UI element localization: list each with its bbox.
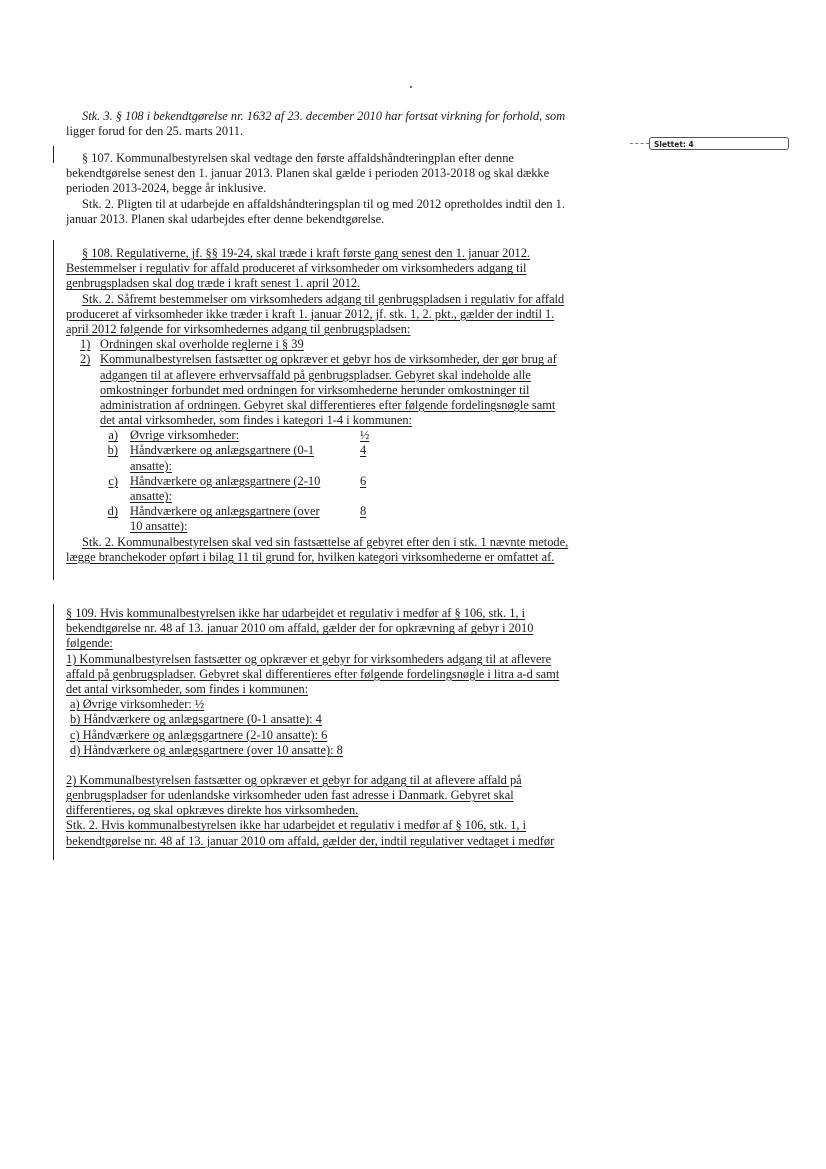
section-107-heading: § 107. Kommunalbestyrelsen skal vedtage den første affaldshåndteringplan efter denne <box>82 151 514 165</box>
list-item: 1) Ordningen skal overholde reglerne i § 39 <box>80 337 304 352</box>
deleted-comment-balloon[interactable]: Slettet: 4 <box>649 137 789 150</box>
comment-connector <box>630 143 649 144</box>
change-bar <box>53 604 54 860</box>
category-row: b) Håndværkere og anlægsgartnere (0-1 4 <box>107 443 367 458</box>
category-row: d) Håndværkere og anlægsgartnere (over 8 <box>107 504 367 519</box>
section-108-heading: § 108. Regulativerne, jf. §§ 19-24, skal træde i kraft første gang senest den 1. januar 2012. <box>82 246 531 260</box>
list-item: a) Øvrige virksomheder: ½ <box>70 697 205 712</box>
list-item: d) Håndværkere og anlægsgartnere (over 10 ansatte): 8 <box>70 742 343 757</box>
change-bar <box>53 240 54 580</box>
change-bar <box>53 146 54 163</box>
list-item: b) Håndværkere og anlægsgartnere (0-1 ansatte): 4 <box>70 712 322 727</box>
scan-dot <box>410 86 412 88</box>
section-109: § 109. Hvis kommunalbestyrelsen ikke har udarbejdet et regulativ i medfør af § 106, stk. 1, i bekendtgørelse nr. 48 af 13. januar 2010 om affald, gælder der for opkrævning af gebyr i 2010 følgende: 1) Kommunalbestyrelsen fastsætter og opkræver et gebyr for virksomheders adgang til at aflevere affald på genbrugspladser. Gebyret skal differentieres efter følgende fordelingsnøgle i litra a-d samt det antal virksomheder, som findes i kommunen: a) Øvrige virksomheder: ½ b) Håndværkere og anlægsgartnere (0-1 ansatte): 4 c) Håndværkere og anlægsgartnere (2-10 ansatte): 6 d) Håndværkere og anlægsgartnere (over 10 ansatte): 8 2) Kommunalbestyrelsen fastsætter og opkræver et gebyr for adgang til at aflevere affald på genbrugspladser for udenlandske virksomheder uden fast adresse i Danmark. Gebyret skal differentieres, og skal opkræves direkte hos virksomheden. Stk. 2. Hvis kommunalbestyrelsen ikke har udarbejdet et regulativ i medfør af § 106, stk. 1, i bekendtgørelse nr. 48 af 13. januar 2010 om affald, gælder der, indtil regulativer vedtaget i medfør <box>66 606 626 849</box>
list-item: c) Håndværkere og anlægsgartnere (2-10 ansatte): 6 <box>70 727 328 742</box>
category-row: a) Øvrige virksomheder: ½ <box>108 428 370 443</box>
list-item: 2) Kommunalbestyrelsen fastsætter og opkræver et gebyr hos de virksomheder, der gør brug af <box>80 352 557 367</box>
stk3-paragraph: Stk. 3. § 108 i bekendtgørelse nr. 1632 af 23. december 2010 har fortsat virkning for forhold, som ligger forud for den 25. marts 2011. <box>66 109 566 139</box>
section-107: § 107. Kommunalbestyrelsen skal vedtage den første affaldshåndteringplan efter denne bekendtgørelse senest den 1. januar 2013. Planen skal gælde i perioden 2013-2018 og skal dække perioden 2013-2024, begge år inklusive. Stk. 2. Pligten til at udarbejde en affaldshåndteringsplan til og med 2012 opretholdes indtil den 1. januar 2013. Planen skal udarbejdes efter denne bekendtgørelse. <box>66 151 626 227</box>
section-108: § 108. Regulativerne, jf. §§ 19-24, skal træde i kraft første gang senest den 1. januar 2012. Bestemmelser i regulativ for affald produceret af virksomheder om virksomheders adgang til genbrugspladsen skal dog træde i kraft senest 1. april 2012. Stk. 2. Såfremt bestemmelser om virksomheders adgang til genbrugspladsen i regulativ for affald produceret af virksomheder ikke træder i kraft 1. januar 2012, jf. stk. 1, 2. pkt., gælder der indtil 1. april 2012 følgende for virksomhedernes adgang til genbrugspladsen: 1) Ordningen skal overholde reglerne i § 39 2) Kommunalbestyrelsen fastsætter og opkræver et gebyr hos de virksomheder, der gør brug af adgangen til at aflevere erhvervsaffald på genbrugspladser. Gebyret skal indeholde alle omkostninger forbundet med ordningen for virksomhederne herunder omkostninger til administration af ordningen. Gebyret skal differentieres efter følgende fordelingsnøgle samt det antal virksomheder, som findes i kategori 1-4 i kommunen: a) Øvrige virksomheder: ½ b) Håndværkere og anlægsgartnere (0-1 4 ansatte): c) Håndværkere og anlægsgartnere (2-10 6 ansatte): d) Håndværkere og anlægsgartnere (over 8 10 ansatte): Stk. 2. Kommunalbestyrelsen skal ved sin fastsættelse af gebyret efter den i stk. 1 nævnte metode, lægge branchekoder opført i bilag 11 til grund for, hvilken kategori virksomhederne er omfattet af. <box>66 246 626 565</box>
section-109-heading: § 109. Hvis kommunalbestyrelsen ikke har udarbejdet et regulativ i medfør af § 106, stk. 1, i <box>66 606 526 620</box>
category-row: c) Håndværkere og anlægsgartnere (2-10 6 <box>108 473 367 488</box>
